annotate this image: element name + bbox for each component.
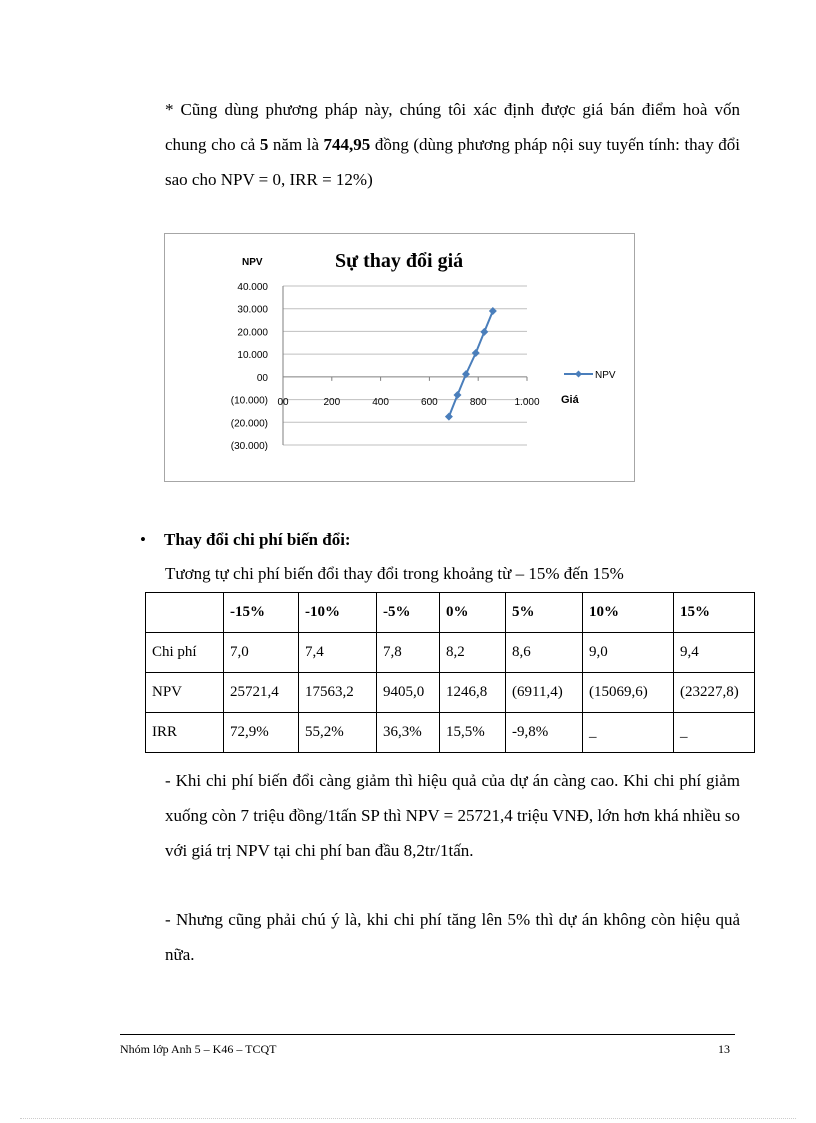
y-tick-label: 10.000 [237,350,268,362]
table-header-cell: 5% [506,593,583,633]
bullet-title: Thay đổi chi phí biến đổi: [164,530,351,549]
chart-title: Sự thay đổi giá [335,250,464,272]
table-cell: 55,2% [299,713,377,753]
page-number: 13 [718,1042,730,1056]
bullet-heading [140,527,351,553]
table-cell: 15,5% [440,713,506,753]
intro-text-3: đồng (dùng phương pháp nội suy tuyến tính: thay đổi sao cho NPV = 0, IRR = 12%) [165,135,740,189]
y-tick-label: 30.000 [237,304,268,316]
x-tick-label: 400 [372,396,389,408]
footer-group-name: Nhóm lớp Anh 5 – K46 – TCQT [120,1042,277,1056]
y-tick-label: (20.000) [230,418,268,430]
table-cell: _ [583,713,674,753]
y-tick-label: 40.000 [237,282,268,293]
table-row [146,673,755,713]
table-cell: (15069,6) [583,673,674,713]
table-header-cell: -5% [377,593,440,633]
intro-bold-price: 744,95 [323,135,371,154]
table-cell: 8,6 [506,633,583,673]
x-tick-label: 800 [469,396,487,408]
analysis-paragraph-1: - Khi chi phí biến đổi càng giảm thì hiệu quả của dự án càng cao. Khi chi phí giảm xuống còn 7 triệu đồng/1tấn SP thì NPV = 25721,4 triệu VNĐ, lớn hơn khá nhiều so với giá trị NPV tại chi phí ban đầu 8,2tr/1tấn. [165,771,741,860]
table-cell: Chi phí [146,633,224,673]
table-row [146,633,755,673]
chart-y-axis-label: NPV [242,257,263,268]
npv-data-point [480,328,488,336]
intro-text-1: * Cũng dùng phương pháp này, chúng tôi xác định được giá bán điểm hoà vốn chung cho cả [165,100,740,154]
x-tick-label: 600 [421,396,438,408]
table-header-cell: -10% [299,593,377,633]
table-cell: 7,0 [224,633,299,673]
table-cell: 25721,4 [224,673,299,713]
table-cell: (6911,4) [506,673,583,713]
y-tick-label: 20.000 [237,327,268,339]
legend-label: NPV [595,370,616,381]
table-cell: 9,4 [674,633,755,673]
table-header-cell: 15% [674,593,755,633]
x-tick-label: 200 [323,396,341,408]
page-edge-dots [20,1118,796,1119]
table-header-cell: 0% [440,593,506,633]
footer-divider [120,1034,735,1035]
table-header-row [146,593,755,633]
table-cell: (23227,8) [674,673,755,713]
table-cell: 9,0 [583,633,674,673]
legend-marker [575,371,582,378]
table-cell: 1246,8 [440,673,506,713]
table-cell: 72,9% [224,713,299,753]
npv-data-point [472,349,480,357]
table-cell: 9405,0 [377,673,440,713]
table-cell: 7,8 [377,633,440,673]
y-tick-label: (30.000) [230,441,268,452]
x-tick-label: 1.000 [514,396,540,408]
table-header-cell: -15% [224,593,299,633]
table-cell: NPV [146,673,224,713]
table-row [146,713,755,753]
table-cell: -9,8% [506,713,583,753]
x-tick-labels [277,397,540,408]
y-tick-labels [231,282,269,452]
table-cell: _ [674,713,755,753]
y-tick-label: (10.000) [230,395,268,407]
chart-legend [564,370,616,381]
table-cell: 36,3% [377,713,440,753]
bullet-dot: • [140,530,146,549]
table-cell: 8,2 [440,633,506,673]
chart-svg [165,234,634,481]
npv-data-point [453,391,461,399]
analysis-paragraph-2: - Nhưng cũng phải chú ý là, khi chi phí tăng lên 5% thì dự án không còn hiệu quả nữa. [165,910,740,964]
sensitivity-table [145,592,755,753]
table-cell: 17563,2 [299,673,377,713]
chart-x-axis-label: Giá [561,394,579,406]
table-cell: IRR [146,713,224,753]
npv-data-point [445,413,453,421]
intro-bold-years: 5 [259,135,269,154]
table-header-cell: 10% [583,593,674,633]
x-tick-label: 00 [277,396,289,408]
range-description: Tương tự chi phí biến đổi thay đổi trong khoảng từ – 15% đến 15% [165,564,624,583]
intro-paragraph [165,92,740,197]
table-header-cell [146,593,224,633]
y-tick-label: 00 [256,372,268,384]
table-cell: 7,4 [299,633,377,673]
npv-data-point [489,307,497,315]
intro-text-2: năm là [268,135,324,154]
npv-price-chart [164,233,635,482]
